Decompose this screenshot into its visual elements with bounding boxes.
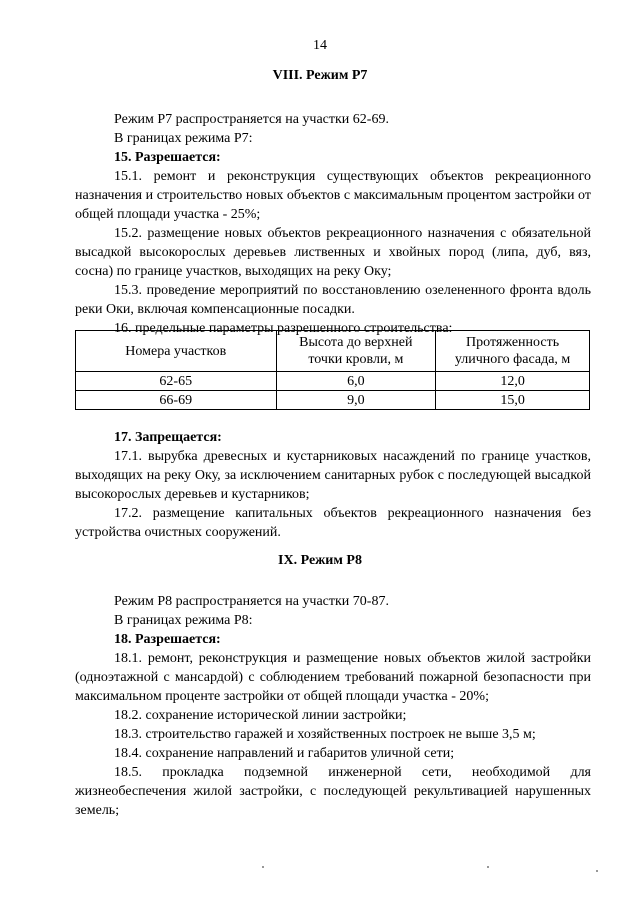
- paragraph-18-2: 18.2. сохранение исторической линии застройки;: [114, 708, 407, 723]
- section-8-text: [75, 110, 591, 338]
- section-8-forbidden: [75, 428, 591, 542]
- paragraph-17-1: 17.1. вырубка древесных и кустарниковых насаждений по границе участков, выходящих на реку Оку, за исключением санитарных рубок с последующей высадкой высокорослых деревьев и кустарников;: [75, 449, 591, 502]
- table-header-facade: Протяженность уличного фасада, м: [436, 331, 590, 372]
- section-8-heading: VIII. Режим Р7: [272, 68, 368, 83]
- section-8-forbidden-title: 17. Запрещается:: [114, 430, 222, 445]
- table-header-row: [76, 331, 590, 372]
- paragraph-16: 16. предельные параметры разрешенного строительства:: [114, 321, 453, 336]
- section-8-bounds: В границах режима Р7:: [114, 131, 253, 146]
- table-cell: 9,0: [276, 391, 436, 410]
- table-cell: 12,0: [436, 372, 590, 391]
- table-cell: 66-69: [76, 391, 277, 410]
- scan-speck: [262, 866, 264, 868]
- section-9-heading: IX. Режим Р8: [278, 553, 362, 568]
- table-header-height: Высота до верхней точки кровли, м: [276, 331, 436, 372]
- paragraph-15-1: 15.1. ремонт и реконструкция существующих объектов рекреационного назначения и строительство новых объектов с максимальным процентом застройки от общей площади участка - 25%;: [75, 169, 591, 222]
- section-9-allowed-title: 18. Разрешается:: [114, 632, 221, 647]
- paragraph-15-2: 15.2. размещение новых объектов рекреационного назначения с обязательной высадкой высокорослых деревьев лиственных и хвойных пород (липа, дуб, вяз, сосна) по границе участков, выходящих на реку Оку;: [75, 226, 591, 279]
- parameters-table: [75, 330, 590, 410]
- table-row: [76, 372, 590, 391]
- paragraph-18-3: 18.3. строительство гаражей и хозяйственных построек не выше 3,5 м;: [114, 727, 536, 742]
- page-number: 14: [313, 38, 327, 53]
- section-9-text: [75, 592, 591, 820]
- paragraph-18-5: 18.5. прокладка подземной инженерной сети, необходимой для жизнеобеспечения жилой застройки, с последующей рекультивацией нарушенных земель;: [75, 765, 591, 818]
- table-cell: 15,0: [436, 391, 590, 410]
- paragraph-17-2: 17.2. размещение капитальных объектов рекреационного назначения без устройства очистных сооружений.: [75, 506, 591, 540]
- paragraph-15-3: 15.3. проведение мероприятий по восстановлению озелененного фронта вдоль реки Оки, включая компенсационные посадки.: [75, 283, 591, 317]
- section-8-allowed-title: 15. Разрешается:: [114, 150, 221, 165]
- section-9-intro: Режим Р8 распространяется на участки 70-87.: [114, 594, 389, 609]
- paragraph-18-1: 18.1. ремонт, реконструкция и размещение новых объектов жилой застройки (одноэтажной с мансардой) с соблюдением требований пожарной безопасности при максимальном проценте застройки от общей площади участка - 20%;: [75, 651, 591, 704]
- paragraph-18-4: 18.4. сохранение направлений и габаритов уличной сети;: [114, 746, 455, 761]
- section-8-intro: Режим Р7 распространяется на участки 62-69.: [114, 112, 389, 127]
- table-cell: 6,0: [276, 372, 436, 391]
- table-header-plots: Номера участков: [76, 331, 277, 372]
- table-row: [76, 391, 590, 410]
- scan-speck: [487, 866, 489, 868]
- table-cell: 62-65: [76, 372, 277, 391]
- section-9-bounds: В границах режима Р8:: [114, 613, 253, 628]
- scan-speck: [596, 870, 598, 872]
